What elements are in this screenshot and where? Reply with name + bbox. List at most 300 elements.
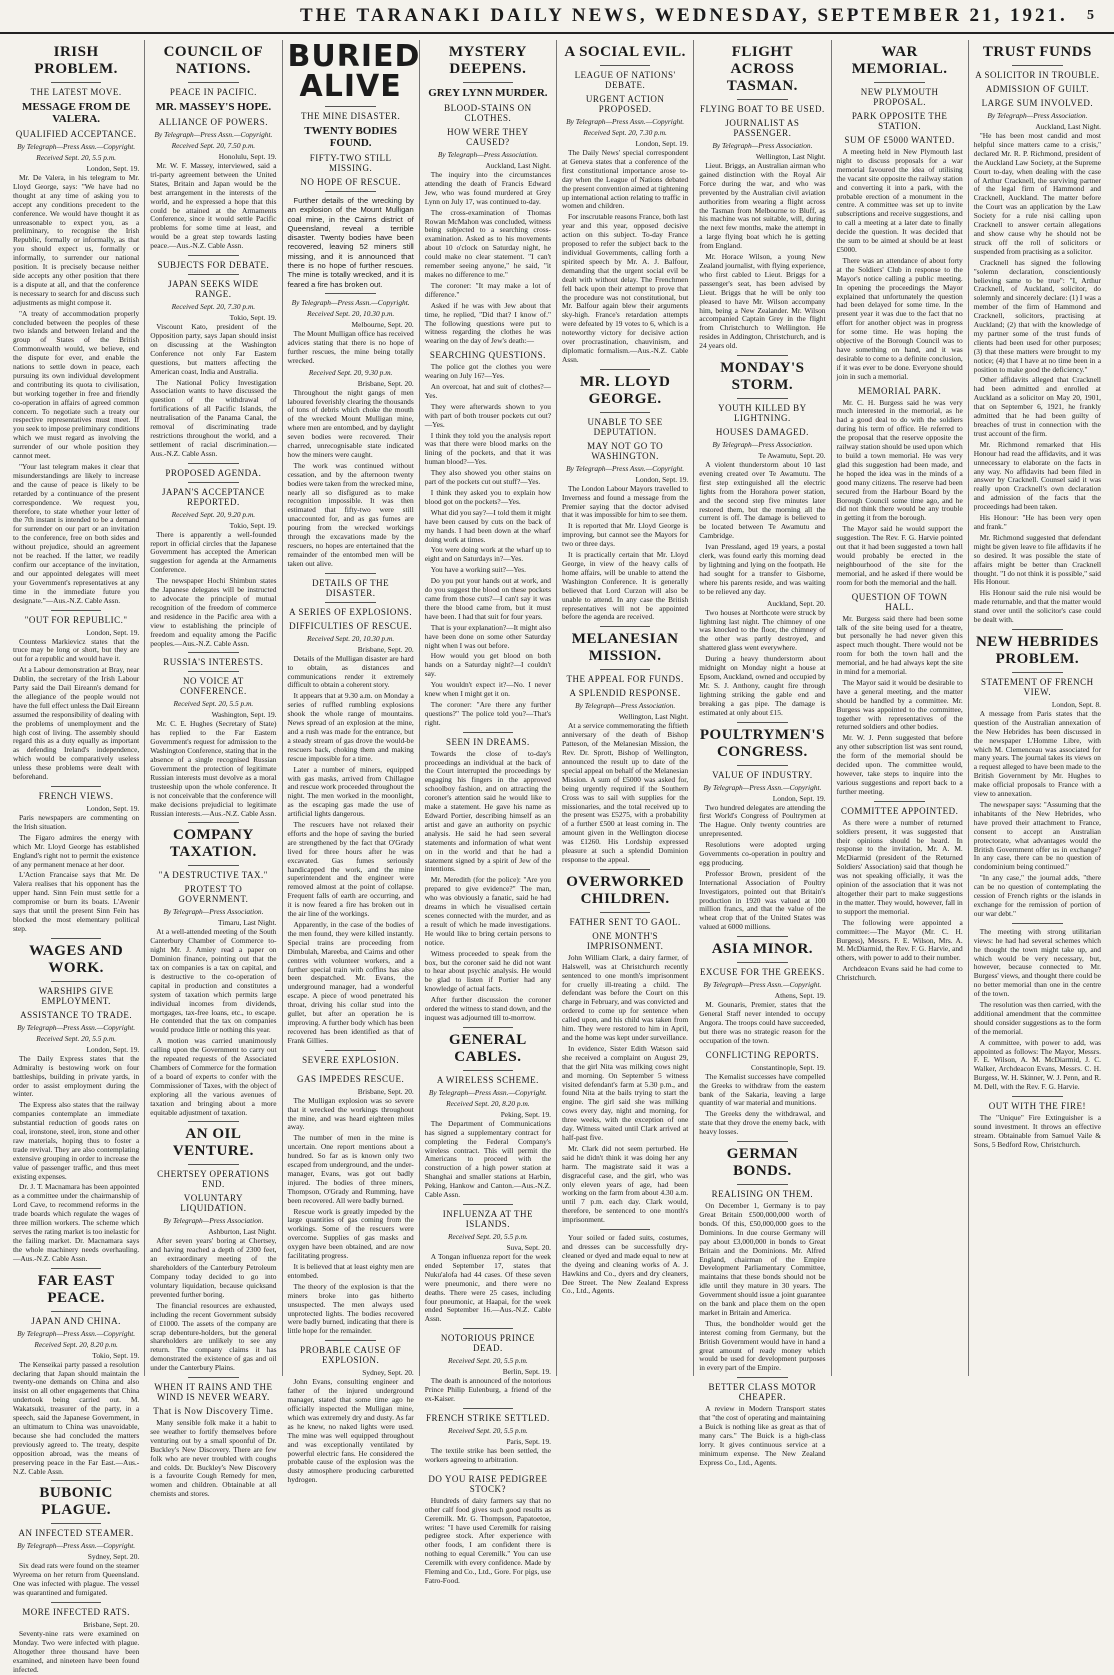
masthead <box>0 0 1114 34</box>
divider <box>325 1069 376 1070</box>
subheadline: WARSHIPS GIVE EMPLOYMENT. <box>38 985 114 1006</box>
divider <box>600 626 651 627</box>
dateline: By Telegraph—Press Assn.—Copyright. <box>17 1541 136 1551</box>
paragraph: Your soiled or faded suits, costumes, and dresses can be successfully dry-cleaned or dyed and made equal to new at the dyeing and cleaning works of A. J. Hawkins and Co., dyers and dry cleaners, Dee Street. The New Zealand Express Co., Ltd., Agents. <box>562 1233 689 1296</box>
paragraph: Mr. W. F. Massey, interviewed, said a tri-party agreement between the United States, Britain and Japan would be the best arrangement in the interests of the world, and he expressed a hope that this could be attained at the Armaments Conference, since it would settle Pacific problems for some time at least, and would be a great step towards lasting peace.—Aus.-N.Z. Cable Assn. <box>150 161 277 251</box>
subheadline: PROPOSED AGENDA. <box>165 467 262 478</box>
dateline: By Telegraph—Press Association. <box>987 111 1088 120</box>
divider <box>737 1141 788 1142</box>
paragraph: A meeting held in New Plymouth last night to discuss proposals for a war memorial favoured the idea of utilising the vacant site opposite the railway station and converting it into a park, with the probable erection of a monument in the centre. A committee was set up to invite subscriptions and receive suggestions, and to call a meeting at a later date to finally decide the question. It was decided that the sum to be aimed at should be at least £5000. <box>836 147 963 254</box>
paragraph: Mr. Horace Wilson, a young New Zealand journalist, with flying experience, who first cabled to Lieut. Briggs for a passenger's seat, has been advised by Lieut. Briggs that he will be only too pleased to have Mr. Wilson accompany him, being a New Zealander. Mr. Wilson accompanied Captain Grey in the flight from Christchurch to Wellington. He resides in Addington, Christchurch, and is 24 years old. <box>699 252 826 351</box>
subheadline: THE APPEAL FOR FUNDS. <box>566 674 684 685</box>
divider <box>463 1408 514 1409</box>
headline: MONDAY'S STORM. <box>720 360 805 394</box>
paragraph: A Tongan influenza report for the week ended September 17, states that Nuku'alofa had 44 cases. Of these seven were pneumonic, and there were no deaths. There were 25 cases, including four pneumonic, at Haapai, for the week ended September 16.—Aus.-N.Z. Cable Assn. <box>424 1252 551 1324</box>
subheadline: THE LATEST MOVE. <box>30 87 122 97</box>
paragraph: Asked if he was with Jew about that time, he replied, "Did that? I know of." The following questions were put to witness regarding the clothes he was wearing on the day of Jew's death:— <box>424 300 551 346</box>
placeline: London, Sept. 19. <box>635 474 689 484</box>
headline: BUBONIC PLAGUE. <box>39 1485 113 1519</box>
dateline: Received Sept. 20, 7.30 p.m. <box>171 302 256 312</box>
divider <box>51 1523 102 1524</box>
qa-paragraph: The police got the clothes you were wearing on July 16?—Yes. <box>424 362 551 381</box>
paragraph: Later a number of miners, equipped with gas masks, arrived from Chillagoe and rescue work proceeded throughout the night. The men worked in the moonlight, as the escaping gas made the use of artificial lights dangerous. <box>287 764 414 819</box>
column-6 <box>694 40 831 1467</box>
subheadline: That is Now Discovery Time. <box>153 1406 274 1417</box>
dateline: Received Sept. 20, 9.30 p.m. <box>308 367 393 377</box>
placeline: Brisbane, Sept. 20. <box>357 378 414 388</box>
dateline: Received Sept. 20, 5.5 p.m. <box>36 1033 117 1043</box>
dateline: By Telegraph—Press Assn.—Copyright. <box>17 1328 136 1338</box>
paragraph: Six dead rats were found on the steamer Wyreema on her return from Queensland. One was infected with plague. The vessel was quarantined and fumigated. <box>13 1561 140 1598</box>
divider <box>325 1050 376 1051</box>
paragraph: The Express also states that the railway companies contemplate an immediate substantial reduction of goods rates on coal, ironstone, steel, iron, stone and other raw materials, hoping thus to foster a trade revival. They are also contemplating extensive grouping in order to increase the value of passenger traffic, and thus meet existing expenses. <box>13 1100 140 1181</box>
paragraph: At a Labour demonstration at Bray, near Dublin, the secretary of the Irish Labour Party said the Dail Eireann's demand for the allegiance of the people would not have the full effect unless the Dail Eireann assumed the responsibility of dealing with the problems of unemployment and the high cost of living. The assembly should regard this as a duty equally as important as defending Ireland's independence, which would be comparatively useless unless these problems were dealt with beforehand. <box>13 665 140 782</box>
headline: WAR MEMORIAL. <box>851 44 948 77</box>
qa-paragraph: They also showed you other stains on part of the pockets cut out stuff?—Yes. <box>424 468 551 487</box>
divider <box>737 765 788 766</box>
dateline: Received Sept. 20, 5.5 p.m. <box>36 153 117 162</box>
placeline: Brisbane, Sept. 20. <box>357 1086 414 1096</box>
paragraph: The Department of Communications has signed a supplementary contract for completing the Federal Company's wireless contract. This will permit the Americans to proceed with the construction of a high power station at Shanghai and smaller stations at Harbin, Peking, Hankow and Canton.—Aus.-N.Z. Cable Assn. <box>424 1118 551 1200</box>
paragraph: On December 1, Germany is to pay Great Britain £500,000,000 worth of bonds. Of this, £50,000,000 goes to the Dominions. In due course Germany will pay about £3,000,000 in bonds to Great Britain and the Dominions. Mr. Alfred England, chairman of the Empire Development Parliamentary Committee, maintains that these bonds should not be idle until they mature in 30 years. The Government should issue a joint guarantee on the bank and place them on the open market in Britain and America. <box>699 1201 826 1317</box>
paragraph: The death is announced of the notorious Prince Philip Eulenburg, a friend of the ex-Kaiser. <box>424 1376 551 1404</box>
dateline: Received Sept. 20, 9.20 p.m. <box>171 509 256 519</box>
qa-paragraph: You were doing work at the wharf up to eight and on Saturdays in?—Yes. <box>424 545 551 564</box>
subheadline: EXCUSE FOR THE GREEKS. <box>699 967 825 978</box>
paragraph: The work was continued without cessation, and by the afternoon twenty bodies were taken from the wrecked mine, nearly all so disfigured as to make recognition impossible. It was then estimated that fifty-two were still unaccounted for, and as gas fumes are pouring from the wrecked workings through the excavations made by the rescuers, no hopes are entertained that the remainder of the entombed men will be taken out alive. <box>287 460 414 568</box>
subheadline: ONE MONTH'S IMPRISONMENT. <box>586 930 664 951</box>
dateline: By Telegraph—Press Assn.—Copyright. <box>17 142 136 151</box>
divider <box>600 65 651 66</box>
placeline: Honolulu, Sept. 19. <box>218 152 277 161</box>
subheadline: MEMORIAL PARK. <box>857 385 942 396</box>
paragraph: It is reported that Mr. Lloyd George is improving, but cannot see the Mayors for two or three days. <box>562 521 689 549</box>
placeline: Brisbane, Sept. 20. <box>357 644 414 654</box>
paragraph: Dr. J. T. Macnamara has been appointed as a committee under the chairmanship of Lord Cave, to recommend reforms in the trade boards which regulate the wages of three million workers. The scheme which serves the rating market is too inelastic for the failing market. Dr. Macnamara says the whole machinery needs overhauling.—Aus.-N.Z. Cable Assn. <box>13 1182 140 1263</box>
page-number: 5 <box>1087 8 1094 23</box>
subheadline: TWENTY BODIES FOUND. <box>304 125 398 149</box>
headline: COUNCIL OF NATIONS. <box>163 44 264 77</box>
headline: POULTRYMEN'S CONGRESS. <box>699 726 825 760</box>
subheadline: A SERIES OF EXPLOSIONS. <box>289 606 413 617</box>
subheadline: BLOOD-STAINS ON CLOTHES. <box>444 103 532 123</box>
divider <box>1012 923 1063 924</box>
paragraph: There was an attendance of about forty at the Soldiers' Club in response to the Mayor's notice calling a public meeting. In opening the proceedings the Mayor explained that unfortunately the question had been delayed for some time. In the present year it was due to the fact that no effort for another object was in progress for some time. He was hoping the objective of the Borough Council was to have something on hand, and it was desirable to come to a definite conclusion, if it was ever to be done. Everyone should join in such a memorial. <box>836 255 963 381</box>
divider <box>325 602 376 603</box>
subheadline: DO YOU RAISE PEDIGREE STOCK? <box>428 1473 548 1494</box>
paragraph: The coroner: "It may make a lot of difference." <box>424 280 551 299</box>
subheadline: VOLUNTARY LIQUIDATION. <box>180 1193 247 1214</box>
paragraph: After further discussion the coroner ordered the witness to stand down, and the inquest was adjourned till to-morrow. <box>424 995 551 1022</box>
paragraph: "A treaty of accommodation properly concluded between the peoples of these two islands and between Ireland and the group of States of the British Commonwealth would, we believe, end the dispute for ever, and enable the nations to settle down in peace, each pursuing its own individual development and contributing its quota to civilisation, but working together in free and friendly co-operation in affairs of agreed common concern. To negotiate such a treaty our respective representatives must meet. If you seek to impose preliminary conditions which we must regard as involving the surrender of our whole position they cannot meet. <box>13 308 140 461</box>
divider <box>51 82 102 83</box>
subheadline: PROBABLE CAUSE OF EXPLOSION. <box>300 1345 402 1366</box>
paragraph: Details of the Mulligan disaster are hard to obtain, as distances and communications render it extremely difficult to obtain a coherent story. <box>287 653 414 690</box>
subheadline: LEAGUE OF NATIONS' DEBATE. <box>574 70 676 90</box>
paragraph: At a service commemorating the fiftieth anniversary of the death of Bishop Patteson, of the Melanesian Mission, the Rev. Dr. Sprott, Bishop of Wellington, announced the result up to date of the special appeal on behalf of the Melanesian Mission. A sum of £5000 was asked for, being urgently required if the Southern Cross was to sail with supplies for the missionaries, and the total received up to the present was £5275, with a probability of a further £500 at least coming in. The amount given in the Wellington diocese was £1260. His Lordship expressed pleasure at such a splendid Dominion response to the appeal. <box>562 721 689 864</box>
placeline: Tokio, Sept. 19. <box>92 1350 140 1360</box>
divider <box>737 1377 788 1378</box>
placeline: Paris, Sept. 19. <box>506 1436 551 1446</box>
paragraph: For inscrutable reasons France, both last year and this year, opposed decisive action on this subject. To-day France proposed to refer the subject back to the individual Governments, calling forth a spirited speech by Mr. A. J. Balfour, demanding that the urgent social evil be dealt with without delay. The Frenchmen fell back upon their attempt to prove that the procedure was not constitutional, but Mr. Balfour again blew their arguments sky-high. France's retardation attempts were defeated by 19 votes to 6, which is a noteworthy victory for decisive action over procrastination, chauvinism, and diplomatic formalism.—Aus.-N.Z. Cable Assn. <box>562 212 689 364</box>
paragraph: The Mayor said he would support the suggestion. The Rev. F. G. Harvie pointed out that it had been suggested a town hall would probably be erected in the neighbourhood of the site for the memorial, and he asked if there would be room for both the memorial and the hall. <box>836 524 963 587</box>
divider <box>463 82 514 83</box>
divider <box>600 412 651 413</box>
subheadline: MR. MASSEY'S HOPE. <box>155 101 272 113</box>
subheadline: FRENCH VIEWS. <box>38 791 114 801</box>
paragraph: Rescue work is greatly impeded by the large quantities of gas coming from the workings. Some of the rescuers were overcome. Supplies of gas masks and oxygen have been obtained, and are now facilitating progress. <box>287 1206 414 1261</box>
placeline: London, Sept. 19. <box>86 804 140 813</box>
paragraph: Mr. De Valera, in his telegram to Mr. Lloyd George, says: "We have had no thought at any time of asking you to accept any conditions precedent to the conference. We would have thought it as unreasonable to expect you, as a preliminary, to recognise the Irish Republic, formally or informally, as that you should expect us, formally or informally, to surrender our national position. It is precisely because neither side accepts any other position that there is a dispute at all, and that the conference is necessary to search for and discuss such adjustments as might compose it. <box>13 173 140 307</box>
paragraph: The Daily Express states that the Admiralty is bestowing work on four battleships, building in private yards, in order to assist employment during the winter. <box>13 1053 140 1099</box>
dateline: By Telegraph—Press Association. <box>163 1216 264 1226</box>
paragraph: The coroner: "Are there any further questions?" The police told you?—That's right. <box>424 699 551 727</box>
paragraph: The newspaper says: "Assuming that the inhabitants of the New Hebrides, who have proved their attachment to France, consent to accept an Australian protectorate, what advantages would the British Government offer us in exchange? In any case, there can be no question of condominium being continued." <box>973 800 1101 872</box>
paragraph: Two hundred delegates are attending the first World's Congress of Poultrymen at The Hague. Only twenty countries are unrepresented. <box>699 802 826 839</box>
subheadline: QUALIFIED ACCEPTANCE. <box>15 129 137 139</box>
headline: MYSTERY DEEPENS. <box>448 44 527 77</box>
paragraph: Witness proceeded to speak from the box, but the coroner said he did not want to hear about psychic analysis. He would be glad to listen if Portier had any knowledge of actual facts. <box>424 948 551 994</box>
qa-paragraph: What did you say?—I told them it might have been caused by cuts on the back of my hands. I had been down at the wharf doing work at times. <box>424 507 551 544</box>
paragraph: Mr. Burgess said there had been some talk of the site being used for a theatre, but personally he had never given this aspect much thought. There would not be room for both the town hall and the memorial, and he had always kept the site in mind for a memorial. <box>836 613 963 677</box>
dateline: Received Sept. 20, 5.5 p.m. <box>173 699 254 709</box>
subheadline: DIFFICULTIES OF RESCUE. <box>289 620 413 631</box>
placeline: Washington, Sept. 19. <box>211 710 277 720</box>
subheadline: OUT WITH THE FIRE! <box>988 1101 1086 1112</box>
subheadline: MESSAGE FROM DE VALERA. <box>22 101 131 125</box>
paragraph: The cross-examination of Thomas Rowan McMahon was concluded, witness being subjected to a searching cross-examination. Asked as to his movements about 10 o'clock on Saturday night, he could make no clear statement. "I can't remember seeing anyone," he said, "it makes no difference to me." <box>424 207 551 279</box>
placeline: London, Sept. 19. <box>86 164 140 173</box>
headline: FAR EAST PEACE. <box>37 1272 115 1306</box>
headline: BURIED ALIVE <box>287 39 421 104</box>
divider <box>51 610 102 611</box>
paragraph: Lieut. Briggs, an Australian airman who gained distinction with the Royal Air Force during the war, and who was prevented by the Australian civil aviation authorities from wearing a flight across the Tasman from Melbourne to Bluff, as his machine was not suitable, will, during the next few months, make the attempt in a large flying boat which he is getting from England. <box>699 161 826 251</box>
dateline: By Telegraph—Press Assn.—Copyright. <box>566 463 685 473</box>
divider <box>188 671 239 672</box>
subheadline: MAY NOT GO TO WASHINGTON. <box>587 440 664 461</box>
divider <box>600 1229 651 1230</box>
divider <box>51 1602 102 1603</box>
paragraph: His Honour: "He has been very open and frank." <box>973 513 1101 531</box>
paragraph: Paris newspapers are commenting on the Irish situation. <box>13 813 140 831</box>
paragraph: The meeting with strong utilitarian views: he had had several schemes which he thought the town might take up, and which would be very necessary, but, however, because connected to Mr. Burgess' views, and thought there could be no better memorial than one in the centre of the town. <box>973 926 1101 999</box>
dateline: Received Sept. 20, 10.30 p.m. <box>307 308 395 318</box>
dateline: By Telegraph—Press Association. <box>163 907 264 917</box>
placeline: Berlin, Sept. 19. <box>502 1367 551 1377</box>
divider <box>737 936 788 937</box>
paragraph: The National Policy Investigation Association wants to have discussed the question of the withdrawal of fortifications of all Pacific Islands, the neutralisation of the Panama Canal, the removal of discriminating trade restrictions throughout the world, and a settlement of racial discrimination.—Aus.-N.Z. Cable Assn. <box>150 377 277 458</box>
placeline: London, Sept. 8. <box>1051 699 1101 709</box>
headline: IRISH PROBLEM. <box>34 44 118 77</box>
paragraph: Archdeacon Evans said he had come to Christchurch. <box>836 964 963 983</box>
placeline: Sydney, Sept. 20. <box>87 1552 140 1562</box>
subheadline: INFLUENZA AT THE ISLANDS. <box>442 1209 533 1229</box>
paragraph: Thus, the bondholder would get the interest coming from Germany, but the British Government would have in hand a great amount of ready money which would be used for development purposes in every part of the Empire. <box>699 1318 826 1373</box>
subheadline: ASSISTANCE TO TRADE. <box>20 1009 133 1020</box>
divider <box>51 938 102 939</box>
paragraph: Seventy-nine rats were examined on Monday. Two were infected with plague. Altogether three thousand have been examined, and nineteen have been found infected. <box>13 1629 140 1674</box>
headline: OVERWORKED CHILDREN. <box>566 873 685 907</box>
paragraph: Towards the close of to-day's proceedings an individual at the back of the Court interrupted the proceedings by engaging his fingers in the approved schoolboy fashion, and on attracting the coroner's attention said he would like to make a statement. He gave his name as Edward Portier, describing himself as an artist and gave an authority on psychic analysis. He said he had seen several statements and information of what went on in the world and that he had a statement signed by a spirit of Jew of the intentions. <box>424 748 551 874</box>
dateline: By Telegraph—Press Assn.—Copyright. <box>703 980 822 990</box>
qa-paragraph: That is your explanation?—It might also have been done on some other Saturday night when I was out before. <box>424 622 551 650</box>
divider <box>600 912 651 913</box>
placeline: London, Sept. 19. <box>86 627 140 637</box>
subheadline: JAPAN SEEKS WIDE RANGE. <box>168 279 259 300</box>
divider <box>600 369 651 370</box>
paragraph: The number of men in the mine is uncertain. One report mentions about a hundred. So far as is known only two escaped from underground, and the under-manager, Evans, was got out badly injured. The bodies of three miners, Thompson, O'Grady and Rumming, have been recovered. All were badly burned. <box>287 1133 414 1205</box>
paragraph: The Kemalist successes have compelled the Greeks to withdraw from the eastern bank of the Sakaria, leaving a large quantity of war material and munitions. <box>699 1071 826 1108</box>
subheadline: PROTEST TO GOVERNMENT. <box>178 884 249 905</box>
paragraph: "Your last telegram makes it clear that misunderstandings are likely to increase and the cause of peace is likely to be retarded by a continuance of the present correspondence. We request you, therefore, to state whether your letter of the 7th instant is intended to be a demand for surrender on our part or an invitation to the conference, free on both sides and without prejudice, should an agreement not be reached. If the latter, we readily confirm our acceptance of the invitation, and our appointed delegates will meet your Government's representatives at any time in the immediate future you designate."—Aus.-N.Z. Cable Assn. <box>13 462 140 605</box>
paragraph: The Kenseikai party passed a resolution declaring that Japan should maintain the twenty-one demands on China and also insist on all other engagements that China undertook being carried out. M. Wakatsuki, treasurer of the party, in a speech, said the Japanese Government, in an ultimatum to China was unavoidable, because she had concluded the matters previously agreed to. The treaty, despite opposition abroad, was the means of preserving peace in the Far East.—Aus.-N.Z. Cable Assn. <box>13 1359 140 1476</box>
paragraph: A review in Modern Transport states that "the cost of operating and maintaining a Buick is nothing like as great as that of many cars." The Buick is a high-class lorry. It gives continuous service at a minimum expense. The New Zealand Express Co., Ltd., Agents. <box>699 1404 826 1467</box>
headline: WAGES AND WORK. <box>29 942 124 976</box>
subheadline: CHERTSEY OPERATIONS END. <box>157 1169 270 1190</box>
paragraph: The Daily News' special correspondent at Geneva states that a conference of the first constitutional importance arose to-day when the League of Nations debated the present convention aimed at tightening up international action relating to traffic in women and children. <box>562 148 689 211</box>
subheadline: WHEN IT RAINS AND THE WIND IS NEVER WEARY. <box>154 1382 273 1403</box>
dateline: Received Sept. 20, 5.5 p.m. <box>447 1425 528 1435</box>
subheadline: LARGE SUM INVOLVED. <box>981 98 1094 108</box>
paragraph: Cracknell has signed the following "solemn declaration, conscientiously believing same to be true": "I, Arthur Cracknell, of Auckland, solicitor, do solemnly and sincerely declare: (1) I was a member of the firm of Hammond and Cracknell, solicitors, practising at Auckland; (2) that with the knowledge of my partner some of the trust funds of clients had been used for other purposes; (3) that these matters were brought to my notice; (4) that I have at no time been in a position to make good the deficiency." <box>973 257 1101 374</box>
column-5 <box>557 40 694 1376</box>
paragraph: The London Labour Mayors travelled to Inverness and found a message from the Premier saying that the doctor advised that it was impossible for him to see them. <box>562 483 689 520</box>
dateline: By Telegraph—Press Association. <box>575 701 676 711</box>
placeline: Peking, Sept. 19. <box>500 1109 551 1119</box>
subheadline: A WIRELESS SCHEME. <box>436 1074 539 1085</box>
divider <box>874 801 925 802</box>
subheadline: UNABLE TO SEE DEPUTATION. <box>587 416 663 437</box>
subheadline: SUBJECTS FOR DEBATE. <box>157 260 270 271</box>
divider <box>188 1121 239 1122</box>
dateline: By Telegraph—Press Association. <box>712 141 813 150</box>
subheadline: QUESTION OF TOWN HALL. <box>851 591 948 612</box>
subheadline: GAS IMPEDES RESCUE. <box>296 1073 405 1084</box>
divider <box>325 293 376 294</box>
paragraph: Mr. C. E. Hughes (Secretary of State) has replied to the Far Eastern Government's request for admission to the Washington Conference, stating that in the absence of a single recognised Russian Government the protection of legitimate Russian interests must devolve as a moral trusteeship upon the whole conference. It is not conceivable that the conference will make decisions prejudicial to legitimate Russian interests.—Aus.-N.Z. Cable Assn. <box>150 719 277 818</box>
placeline: Wellington, Last Night. <box>755 152 826 161</box>
paragraph: At a well-attended meeting of the South Canterbury Chamber of Commerce to-night Mr. J. Amiey read a paper on Dominion finance, pointing out that the tax on companies is a tax on capital, and is destructive to the co-operation of capital in production and constitutes a system of taxation which permits large individual incomes from dividends, mortgages, tax-free loans, etc., to escape. He contended that the tax on companies would produce little or nothing this year. <box>150 927 277 1035</box>
placeline: London, Sept. 19. <box>635 139 689 148</box>
dateline: By Telegraph—Press Assn.—Copyright. <box>566 117 685 126</box>
paragraph: His Honour said the rule nisi would be made returnable, and that the matter would stand over until the solicitor's case could be dealt with. <box>973 588 1101 625</box>
subheadline: JAPAN'S ACCEPTANCE REPORTED. <box>161 486 265 507</box>
qa-paragraph: I think they asked you to explain how blood got on the pockets?—Yes. <box>424 488 551 506</box>
paragraph: The rescuers have not relaxed their efforts and the hope of saving the buried are strengthened by the fact that O'Grady lived for three hours after he was excavated. Gas fumes seriously handicapped the work, and the mine superintendent and the engineer were removed almost at the point of collapse. Frequent falls of earth are occurring, and it is now feared a fire has broken out in the air line of the workings. <box>287 820 414 919</box>
paragraph: The inquiry into the circumstances attending the death of Francis Edward Jew, who was found murdered at Grey Lynn on July 17, was continued to-day. <box>424 170 551 206</box>
subheadline: GREY LYNN MURDER. <box>428 87 548 99</box>
subheadline: MORE INFECTED RATS. <box>22 1607 130 1618</box>
subheadline: STATEMENT OF FRENCH VIEW. <box>981 676 1094 697</box>
divider <box>188 255 239 256</box>
divider <box>737 398 788 399</box>
divider <box>1012 629 1063 630</box>
headline: TRUST FUNDS <box>982 44 1092 60</box>
paragraph: The textile strike has been settled, the workers agreeing to arbitration. <box>424 1445 551 1464</box>
placeline: Athens, Sept. 19. <box>774 991 826 1001</box>
divider <box>463 1070 514 1071</box>
placeline: Auckland, Sept. 20. <box>766 598 826 608</box>
placeline: Timaru, Last Night. <box>218 918 277 928</box>
placeline: Sydney, Sept. 20. <box>362 1368 414 1378</box>
subheadline: FIFTY-TWO STILL MISSING. <box>309 153 392 173</box>
paragraph: A violent thunderstorm about 10 last evening created over Te Awamutu. The first step extinguished all the electric lights from the Horahora power station, and the second step five minutes later restored them, but the morning all the current is off. The damage is believed to be located between Te Awamutu and Cambridge. <box>699 460 826 541</box>
divider <box>737 1184 788 1185</box>
subheadline: PEACE IN PACIFIC. <box>169 87 257 97</box>
subheadline: A SOLICITOR IN TROUBLE. <box>975 70 1100 80</box>
placeline: Te Awamutu, Sept. 20. <box>758 451 826 461</box>
placeline: Tokio, Sept. 19. <box>229 520 277 530</box>
headline: MR. LLOYD GEORGE. <box>579 373 671 407</box>
divider <box>463 732 514 733</box>
headline: GERMAN BONDS. <box>726 1146 799 1180</box>
paragraph: As there were a number of returned soldiers present, it was suggested that their opinions should be heard. In response to the invitation, Mr. A. M. McDiarmid (president of the Returned Soldiers' Association) said that though he was not speaking officially, it was the opinion of the association that it was not altogether their part to make suggestions in the matter. They would, however, fall in to support the memorial. <box>836 817 963 916</box>
dateline: By Telegraph—Press Assn.—Copyright. <box>703 782 822 792</box>
paragraph: L'Action Francaise says that Mr. De Valera realises that his opponent has the upper hand. Sinn Fein must settle for a compromise or burn its boats. L'Avenir says that until the present Sinn Fein has blocked the most elementary political step. <box>13 870 140 933</box>
column-3 <box>283 39 421 1485</box>
paragraph: Two houses at Northcote were struck by lightning last night. The chimney of one was knocked to the floor, the chimney of the other was partly destroyed, and shattered glass went everywhere. <box>699 607 826 653</box>
divider <box>325 191 376 192</box>
headline: COMPANY TAXATION. <box>169 827 257 861</box>
divider <box>737 962 788 963</box>
paragraph: Mr. Richmond suggested that defendant might be given leave to file affidavits if he so desired. It was possible the state of affairs might be better than Cracknell thought. "I do not think it is possible," said His Honour. <box>973 532 1101 587</box>
headline: GENERAL CABLES. <box>449 1031 527 1065</box>
placeline: Brisbane, Sept. 20. <box>83 1620 140 1630</box>
dateline: Received Sept. 20, 10.30 p.m. <box>307 633 395 643</box>
subheadline: SUM OF £5000 WANTED. <box>844 135 955 145</box>
paragraph: There is apparently a well-founded report in official circles that the Japanese Government has accepted the American suggestion for agenda at the Armaments Conference. <box>150 529 277 575</box>
paragraph: "He has been most candid and most helpful since matters came to a crisis," declared Mr. R. P. Richmond, president of the Auckland Law Society, at the Supreme Court to-day, when dealing with the case of Arthur Cracknell, the surviving partner of the legal firm of Hammond and Cracknell, Auckland. The matter before the Court was an application by the Law Society for a rule nisi calling upon Cracknell to answer certain allegations and show cause why he should not be struck off the roll of solicitors or suspended from practising as a solicitor. <box>973 131 1101 256</box>
paragraph: The following were appointed a committee:—The Mayor (Mr. C. H. Burgess), Messrs. F. E. Wilson, Mrs. A. M. McDiarmid, the Rev. F. G. Harvie, and others, with power to add to their number. <box>836 917 963 963</box>
subheadline: FLYING BOAT TO BE USED. <box>699 104 825 114</box>
subheadline: "OUT FOR REPUBLIC." <box>24 614 128 625</box>
paragraph: The "Unique" Fire Extinguisher is a sound investment. It throws an effective stream. Obtainable from Samuel Vaile & Sons, 5 Bedford Row, Christchurch. <box>973 1113 1101 1149</box>
subheadline: VALUE OF INDUSTRY. <box>712 769 813 780</box>
placeline: Auckland, Last Night. <box>485 161 551 170</box>
paragraph: It is believed that at least eighty men are entombed. <box>287 1262 414 1280</box>
qa-paragraph: An overcoat, hat and suit of clothes?—Yes. <box>424 382 551 400</box>
subheadline: ADMISSION OF GUILT. <box>985 84 1089 94</box>
paragraph: Mr. W. J. Penn suggested that before any other subscription list was sent round, the form of the memorial should be decided upon. The committee would, however, take steps to inquire into the various suggestions and report back to a further meeting. <box>836 733 963 796</box>
divider <box>188 652 239 653</box>
paragraph: Mr. Richmond remarked that His Honour had read the affidavits, and it was unnecessary to elaborate on the facts in any way. No affidavits had been filed in answer by Cracknell. Counsel said it was really upon Cracknell's own declaration and admission of the facts that the proceedings had been taken. <box>973 439 1101 512</box>
divider <box>188 463 239 464</box>
subheadline: DETAILS OF THE DISASTER. <box>312 577 390 598</box>
subheadline: REALISING ON THEM. <box>711 1189 814 1200</box>
dateline: By Telegraph—Press Assn.—Copyright. <box>154 130 273 139</box>
placeline: Suva, Sept. 20. <box>506 1243 551 1252</box>
headline: A SOCIAL EVIL. <box>564 44 686 60</box>
divider <box>325 573 376 574</box>
paragraph: The resolution was then carried, with the additional amendment that the committee should consider suggestions as to the form of the memorial. <box>973 1000 1101 1036</box>
paragraph: Resolutions were adopted urging Governments co-operation in poultry and egg producing. <box>699 840 826 867</box>
divider <box>51 981 102 982</box>
placeline: Tokio, Sept. 19. <box>229 313 277 323</box>
subheadline: NO VOICE AT CONFERENCE. <box>179 676 247 697</box>
column-7 <box>832 40 969 1376</box>
dateline: Received Sept. 20, 8.20 p.m. <box>34 1339 118 1349</box>
dateline: By Telegraph—Press Assn.—Copyright. <box>291 297 410 307</box>
paragraph: Hundreds of dairy farmers say that no other calf food gives such good results as Ceremilk. Mr. G. Thompson, Papatoetoe, writes: "I have used Ceremilk for raising pedigree stock. After experience with other foods, I am confident there is nothing to equal Ceremilk." You can use Ceremilk with every confidence. Made by Fleming and Co., Ltd., Gore. For pigs, use Fatro-Food. <box>424 1495 551 1585</box>
subheadline: URGENT ACTION PROPOSED. <box>585 94 665 114</box>
divider <box>325 106 376 107</box>
paragraph: A motion was carried unanimously calling upon the Government to carry out the repeated requests of the Associated Chambers of Commerce for the formation of a board of experts to confer with the Commissioner of Taxes, with the object of exploring all the various avenues of taxation and bringing about a more equitable adjustment of taxation. <box>150 1036 277 1117</box>
placeline: Melbourne, Sept. 20. <box>351 319 414 329</box>
subheadline: NO HOPE OF RESCUE. <box>300 177 401 187</box>
subheadline: SEARCHING QUESTIONS. <box>429 350 546 361</box>
subheadline: RUSSIA'S INTERESTS. <box>163 657 264 668</box>
divider <box>600 869 651 870</box>
dateline: Received Sept. 20, 8.20 p.m. <box>446 1098 530 1108</box>
masthead-title: THE TARANAKI DAILY NEWS, WEDNESDAY, SEPTEMBER 21, 1921. <box>300 5 1068 26</box>
qa-paragraph: I think they told you the analysis report was that there were blood marks on the lining of the pockets, and that it was human blood?—Yes. <box>424 430 551 467</box>
subheadline: JAPAN AND CHINA. <box>31 1315 121 1326</box>
paragraph: Mr. C. H. Burgess said he was very much interested in the memorial, as he had a good deal to do with the soldiers during his term of office. He referred to the proposal that the reserve opposite the railway station should be used upon which to build a town memorial. He was very glad this suggestion had been made, and he hoped the idea was in the minds of a good many citizens. The reserve had been secured from the Harbour Board by the Borough Council some time ago, and he did not think there would be any trouble in getting it from the borough. <box>836 397 963 523</box>
subheadline: SEEN IN DREAMS. <box>445 736 530 747</box>
placeline: Constantinople, Sept. 19. <box>750 1062 826 1072</box>
paragraph: The theory of the explosion is that the miners broke into gas hitherto unsuspected. The men always used unprotected lights. The bodies recovered were badly burned, indicating that there is little hope for the remainder. <box>287 1281 414 1336</box>
dateline: Received Sept. 20, 7.30 p.m. <box>583 128 667 137</box>
divider <box>874 82 925 83</box>
column-8 <box>969 40 1106 1376</box>
divider <box>51 786 102 787</box>
paragraph: Mr. Meredith (for the police): "Are you prepared to give evidence?" The man, who was obviously a fanatic, said he had dreams in which he visualised certain scenes connected with the murder, and as a result of which he made investigations. He would like to bring certain persons to notice. <box>424 875 551 947</box>
paragraph: In evidence, Sister Edith Watson said she received a complaint on August 29, that the girl Nita was milking cows night and morning. On September 5 witness visited defendant's farm at 5.30 p.m., and found Nita at the bails trying to start the engine. The girl said she was milking cows every day, night and morning, for three weeks, with the exception of one day. Witness waited until Clark arrived at half-past five. <box>562 1043 689 1142</box>
paragraph: John William Clark, a dairy farmer, of Halswell, was at Christchurch recently sentenced to one month's imprisonment for cruelly ill-treating a child. The defendant was before the Court on this charge in February, and was convicted and ordered to come up for sentence when called upon, and his child was taken from him. They were restored to him in April, and the home was kept under surveillance. <box>562 952 689 1042</box>
subheadline: PARK OPPOSITE THE STATION. <box>851 111 948 131</box>
lead-paragraph: Further details of the wrecking by an explosion of the Mount Mulligan coal mine, in the Cairns district of Queensland, reveal a terrible disaster. Twenty bodies have been recovered, leaving 52 miners still missing, and it is announced that there is no hope of further rescues. The mine is totally wrecked, and it is feared a fire has broken out. <box>287 196 414 289</box>
divider <box>188 822 239 823</box>
dateline: Received Sept. 20, 7.50 p.m. <box>171 141 256 150</box>
subheadline: BETTER CLASS MOTOR CHEAPER. <box>708 1382 817 1403</box>
placeline: Auckland, Last Night. <box>1035 122 1101 131</box>
paragraph: Countess Markievicz states that the truce may be long or short, but they are out for a republic and would have it. <box>13 636 140 664</box>
subheadline: JOURNALIST AS PASSENGER. <box>725 118 800 138</box>
paragraph: A committee, with power to add, was appointed as follows: The Mayor, Messrs. F. E. Wilson, A. M. McDiarmid, J. C. Walker, Archdeacon Evans, Messrs. C. H. Burgess, W. H. Skinner, W. J. Penn, and R. M. Dell, with the Rev. F. G. Harvie. <box>973 1037 1101 1092</box>
paragraph: The newspaper Hochi Shimbun states the Japanese delegates will be instructed to advocate the principle of mutual recognition of the freedom of commerce and residence in the Pacific area with a view to establishing the principle of freedom and equality among the Pacific peoples.—Aus.-N.Z. Cable Assn. <box>150 576 277 648</box>
dateline: By Telegraph—Press Assn.—Copyright. <box>428 1087 547 1097</box>
qa-paragraph: Do you put your hands out at work, and do you suggest the blood on these pockets came from those cuts?—I can't say it was there the blood came from, but it must have been. I had that suit for four years. <box>424 576 551 621</box>
headline: NEW HEBRIDES PROBLEM. <box>975 633 1099 667</box>
paragraph: It is practically certain that Mr. Lloyd George, in view of the heavy calls of home affairs, will be unable to attend the Washington Conference. It is generally believed that Lord Curzon will also be unable to attend. In any case the British representatives will not be appointed before the agenda are received. <box>562 550 689 622</box>
column-2 <box>145 40 282 1499</box>
qa-paragraph: You wouldn't expect it?—No. I never knew when I might get it on. <box>424 680 551 699</box>
column-4 <box>420 40 557 1585</box>
paragraph: Apparently, in the case of the bodies of the men found, they were killed instantly. Special trains are proceeding from Dimbulah, Mareeba, and Cairns and other centres with volunteer workers, and a further special train with coffins has also been despatched. Mr. Evans, the underground manager, had a wonderful escape. A piece of wood penetrated his throat, driving his collar stud into the gullet, but after an operation he is improving. A further body which has been recovered has been identified as that of Frank Gillies. <box>287 920 414 1045</box>
subheadline: HOW WERE THEY CAUSED? <box>447 127 529 147</box>
placeline: London, Sept. 19. <box>86 1044 140 1054</box>
placeline: Ashburton, Last Night. <box>208 1227 277 1237</box>
paragraph: Other affidavits alleged that Cracknell had been admitted and enrolled at Auckland as a solicitor on May 20, 1901, that on September 6, 1921, he frankly admitted that he had been guilty of breaches of trust in connection with the trust account of the firm. <box>973 375 1101 438</box>
paragraph: The Mayor said it would be desirable to have a general meeting, and the matter should be handled by a committee. Mr. Burgess was appointed to the committee, together with representatives of the returned soldiers and other bodies. <box>836 677 963 732</box>
paragraph: Professor Brown, president of the International Association of Poultry Investigators, pointed out that Britain's production in 1920 was valued at 100 million francs, and that the value of the wheat crop that of the United States was valued at 6000 millions. <box>699 868 826 932</box>
subheadline: A SPLENDID RESPONSE. <box>569 688 681 699</box>
dateline: By Telegraph—Press Association. <box>437 150 538 159</box>
divider <box>463 1027 514 1028</box>
paragraph: The Mount Mulligan office has received advices stating that there is no hope of further rescues, the mine being totally wrecked. <box>287 328 414 365</box>
subheadline: COMMITTEE APPOINTED. <box>840 805 959 816</box>
divider <box>463 1469 514 1470</box>
subheadline: SEVERE EXPLOSION. <box>302 1054 400 1065</box>
placeline: Wellington, Last Night. <box>618 712 689 722</box>
divider <box>51 1480 102 1481</box>
paragraph: Viscount Kato, president of the Opposition party, says Japan should insist on discussing at the Washington Conference not only Far Eastern questions, but matters affecting the American coast, India and Australia. <box>150 322 277 376</box>
qa-paragraph: You have a working suit?—Yes. <box>430 565 526 575</box>
paragraph: Ivan Pressland, aged 19 years, a postal clerk, was found early this morning dead by lightning and lying on the footpath. He had sought for a transfer to Gisborne, where his parents reside, and was waiting to be relieved any day. <box>699 542 826 596</box>
paragraph: Throughout the night gangs of men laboured feverishly clearing the thousands of tons of debris which choke the mouth of the wrecked Mount Mulligan mine, where men are entombed, and by daylight seven bodies were recovered. Their charred, unrecognisable state indicated how the miners were caught. <box>287 387 414 459</box>
divider <box>1012 65 1063 66</box>
divider <box>737 722 788 723</box>
